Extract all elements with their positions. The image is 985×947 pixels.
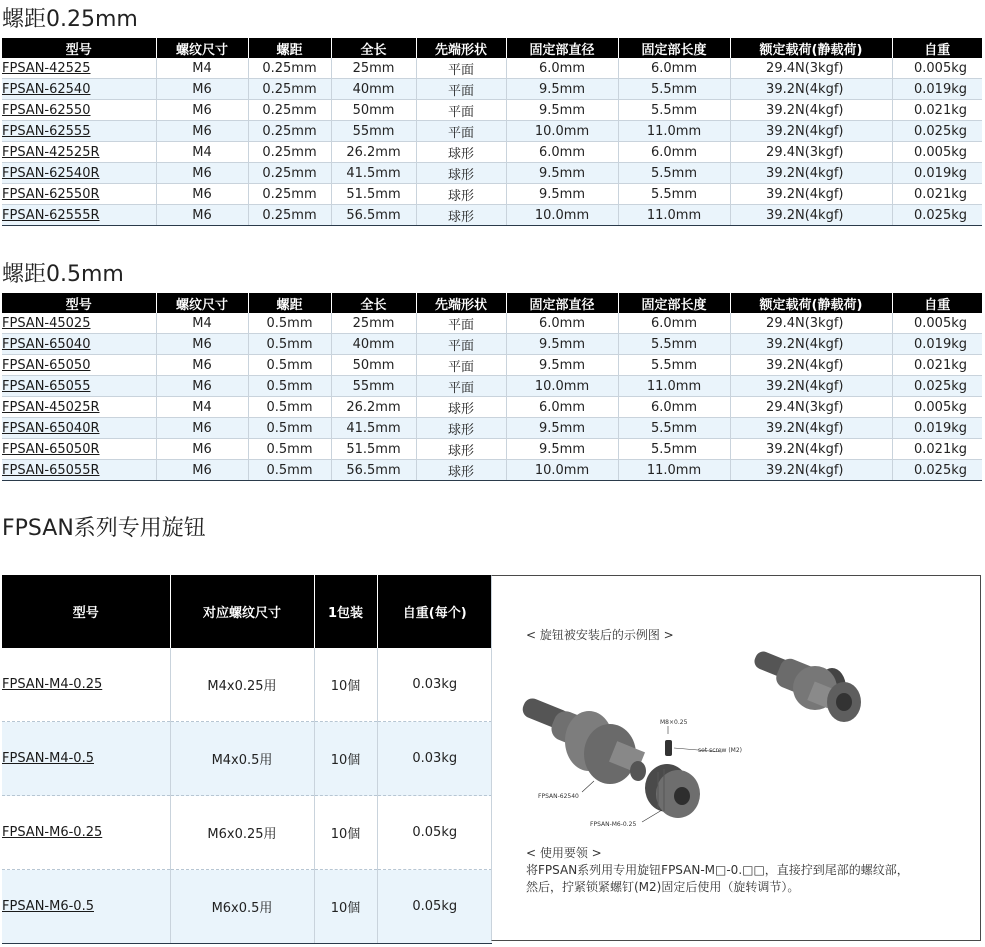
table-cell: 9.5mm xyxy=(506,163,618,184)
table-cell: 40mm xyxy=(331,79,416,100)
table-cell: 10.0mm xyxy=(506,205,618,226)
table-cell: 10.0mm xyxy=(506,460,618,481)
table-cell: 0.019kg xyxy=(892,418,982,439)
table-row xyxy=(2,58,982,79)
table-cell: 0.5mm xyxy=(248,397,331,418)
column-header: 固定部长度 xyxy=(618,38,730,58)
table-cell: 0.25mm xyxy=(248,163,331,184)
spec-table-pitch-025 xyxy=(2,38,982,226)
label-m-thread: M8×0.25 xyxy=(660,719,688,726)
model-cell xyxy=(2,722,170,796)
table-cell: 0.025kg xyxy=(892,205,982,226)
table-cell: 0.25mm xyxy=(248,121,331,142)
table-cell: 0.25mm xyxy=(248,205,331,226)
column-header: 全长 xyxy=(331,38,416,58)
knob-header-row xyxy=(2,575,492,648)
table-cell: 6.0mm xyxy=(506,397,618,418)
table-cell: 0.021kg xyxy=(892,439,982,460)
column-header: 螺纹尺寸 xyxy=(156,293,248,313)
table-cell: M6 xyxy=(156,121,248,142)
table-cell: 10個 xyxy=(314,796,377,870)
table-cell: 0.5mm xyxy=(248,313,331,334)
table-cell: M6 xyxy=(156,79,248,100)
table-cell: M6x0.25用 xyxy=(170,796,314,870)
table-cell: 5.5mm xyxy=(618,355,730,376)
model-link[interactable]: FPSAN-45025R xyxy=(2,399,100,415)
table-cell: 0.05kg xyxy=(377,870,492,944)
section-title-pitch-025: 螺距0.25mm xyxy=(2,7,138,32)
table-row xyxy=(2,376,982,397)
header-row xyxy=(2,38,982,58)
table-row xyxy=(2,397,982,418)
table-cell: M4x0.5用 xyxy=(170,722,314,796)
column-header: 对应螺纹尺寸 xyxy=(170,575,314,648)
column-header: 螺距 xyxy=(248,38,331,58)
table-cell: 10.0mm xyxy=(506,376,618,397)
table-cell: 39.2N(4kgf) xyxy=(730,439,892,460)
table-cell: 39.2N(4kgf) xyxy=(730,121,892,142)
table-cell: 0.5mm xyxy=(248,334,331,355)
table-cell: M4x0.25用 xyxy=(170,648,314,722)
table-cell: 39.2N(4kgf) xyxy=(730,163,892,184)
table-cell: 11.0mm xyxy=(618,121,730,142)
table-cell: 0.021kg xyxy=(892,184,982,205)
model-link[interactable]: FPSAN-42525R xyxy=(2,144,100,160)
column-header: 螺距 xyxy=(248,293,331,313)
table-cell: M6 xyxy=(156,184,248,205)
table-cell: 9.5mm xyxy=(506,418,618,439)
table-cell: 0.5mm xyxy=(248,439,331,460)
table-cell: 6.0mm xyxy=(506,313,618,334)
table-cell: 0.5mm xyxy=(248,418,331,439)
table-row xyxy=(2,313,982,334)
set-screw-image xyxy=(665,740,672,756)
column-header: 固定部直径 xyxy=(506,38,618,58)
table-cell: 球形 xyxy=(416,418,506,439)
model-link[interactable]: FPSAN-65040 xyxy=(2,336,91,352)
table-cell: 9.5mm xyxy=(506,355,618,376)
model-cell xyxy=(2,796,170,870)
table-cell: 0.025kg xyxy=(892,460,982,481)
model-link[interactable]: FPSAN-65050R xyxy=(2,441,100,457)
model-cell xyxy=(2,439,156,460)
model-link[interactable]: FPSAN-62555 xyxy=(2,123,91,139)
table-cell: 51.5mm xyxy=(331,184,416,205)
model-cell xyxy=(2,334,156,355)
table-cell: 0.5mm xyxy=(248,376,331,397)
table-cell: M4 xyxy=(156,313,248,334)
model-link[interactable]: FPSAN-M6-0.5 xyxy=(2,899,94,914)
table-cell: M6 xyxy=(156,376,248,397)
column-header: 螺纹尺寸 xyxy=(156,38,248,58)
model-link[interactable]: FPSAN-M4-0.25 xyxy=(2,677,103,692)
screw-shaft-upper-image xyxy=(752,649,861,722)
table-cell: 39.2N(4kgf) xyxy=(730,100,892,121)
table-row xyxy=(2,334,982,355)
spec-table-pitch-05 xyxy=(2,293,982,481)
knob-image xyxy=(645,764,700,818)
model-cell xyxy=(2,418,156,439)
table-row xyxy=(2,722,492,796)
model-cell xyxy=(2,142,156,163)
table-cell: 39.2N(4kgf) xyxy=(730,79,892,100)
table-cell: M6 xyxy=(156,334,248,355)
column-header: 型号 xyxy=(2,293,156,313)
model-cell xyxy=(2,397,156,418)
model-cell xyxy=(2,121,156,142)
column-header: 1包装 xyxy=(314,575,377,648)
model-link[interactable]: FPSAN-65050 xyxy=(2,357,91,373)
usage-instruction-line-2: 然后，拧紧锁紧螺钉(M2)固定后使用（旋转调节）。 xyxy=(526,880,800,894)
table-row xyxy=(2,163,982,184)
column-header: 额定载荷(静载荷) xyxy=(730,293,892,313)
model-cell xyxy=(2,58,156,79)
model-cell xyxy=(2,376,156,397)
column-header: 先端形状 xyxy=(416,293,506,313)
table-cell: 0.005kg xyxy=(892,397,982,418)
table-cell: 球形 xyxy=(416,184,506,205)
table-row xyxy=(2,648,492,722)
table-cell: 球形 xyxy=(416,460,506,481)
table-cell: 0.005kg xyxy=(892,142,982,163)
table-cell: 0.019kg xyxy=(892,334,982,355)
table-cell: 41.5mm xyxy=(331,418,416,439)
table-cell: 0.25mm xyxy=(248,79,331,100)
table-row xyxy=(2,439,982,460)
table-cell: 10個 xyxy=(314,648,377,722)
model-link[interactable]: FPSAN-62540 xyxy=(2,81,91,97)
table-cell: 29.4N(3kgf) xyxy=(730,397,892,418)
table-cell: 11.0mm xyxy=(618,205,730,226)
model-cell xyxy=(2,163,156,184)
table-cell: 39.2N(4kgf) xyxy=(730,376,892,397)
table-cell: 6.0mm xyxy=(618,142,730,163)
model-link[interactable]: FPSAN-M4-0.5 xyxy=(2,751,94,766)
table-cell: 球形 xyxy=(416,205,506,226)
model-link[interactable]: FPSAN-65055 xyxy=(2,378,91,394)
table-cell: 0.5mm xyxy=(248,355,331,376)
table-row xyxy=(2,100,982,121)
table-cell: 平面 xyxy=(416,355,506,376)
table-cell: 9.5mm xyxy=(506,184,618,205)
model-link[interactable]: FPSAN-M6-0.25 xyxy=(2,825,103,840)
table-cell: 球形 xyxy=(416,397,506,418)
model-cell xyxy=(2,100,156,121)
table-cell: 29.4N(3kgf) xyxy=(730,313,892,334)
model-link[interactable]: FPSAN-62550R xyxy=(2,186,100,202)
table-cell: 5.5mm xyxy=(618,334,730,355)
table-cell: 39.2N(4kgf) xyxy=(730,184,892,205)
table-cell: 10個 xyxy=(314,722,377,796)
table-row xyxy=(2,460,982,481)
model-cell xyxy=(2,205,156,226)
figure-caption: < 旋钮被安装后的示例图 > xyxy=(526,628,674,642)
table-cell: 25mm xyxy=(331,58,416,79)
table-cell: 29.4N(3kgf) xyxy=(730,142,892,163)
column-header: 型号 xyxy=(2,575,170,648)
column-header: 自重 xyxy=(892,293,982,313)
table-cell: 39.2N(4kgf) xyxy=(730,355,892,376)
table-cell: M6 xyxy=(156,205,248,226)
table-cell: 0.5mm xyxy=(248,460,331,481)
table-cell: 平面 xyxy=(416,58,506,79)
table-cell: 6.0mm xyxy=(506,58,618,79)
table-cell: 平面 xyxy=(416,100,506,121)
label-knob-model: FPSAN-M6-0.25 xyxy=(590,821,637,828)
table-cell: M6 xyxy=(156,439,248,460)
model-link[interactable]: FPSAN-65040R xyxy=(2,420,100,436)
section-title-knob: FPSAN系列专用旋钮 xyxy=(2,516,206,541)
table-cell: 9.5mm xyxy=(506,100,618,121)
table-cell: 50mm xyxy=(331,100,416,121)
table-cell: M4 xyxy=(156,58,248,79)
table-cell: 39.2N(4kgf) xyxy=(730,334,892,355)
table-cell: 0.005kg xyxy=(892,313,982,334)
table-cell: 平面 xyxy=(416,376,506,397)
table-cell: M4 xyxy=(156,397,248,418)
screw-shaft-main-image xyxy=(520,696,646,784)
table-cell: 55mm xyxy=(331,376,416,397)
table-cell: 10個 xyxy=(314,870,377,944)
table-cell: 5.5mm xyxy=(618,418,730,439)
model-cell xyxy=(2,313,156,334)
table-cell: 40mm xyxy=(331,334,416,355)
table-cell: 平面 xyxy=(416,313,506,334)
table-cell: 平面 xyxy=(416,79,506,100)
table-cell: 50mm xyxy=(331,355,416,376)
table-cell: 29.4N(3kgf) xyxy=(730,58,892,79)
table-cell: 0.021kg xyxy=(892,355,982,376)
table-cell: 球形 xyxy=(416,163,506,184)
header-row xyxy=(2,293,982,313)
table-cell: M6x0.5用 xyxy=(170,870,314,944)
model-cell xyxy=(2,184,156,205)
table-cell: 10.0mm xyxy=(506,121,618,142)
table-cell: 26.2mm xyxy=(331,142,416,163)
table-cell: 11.0mm xyxy=(618,460,730,481)
model-link[interactable]: FPSAN-42525 xyxy=(2,60,91,76)
column-header: 自重(每个) xyxy=(377,575,492,648)
table-cell: M6 xyxy=(156,100,248,121)
table-row xyxy=(2,796,492,870)
table-cell: M4 xyxy=(156,142,248,163)
table-cell: 39.2N(4kgf) xyxy=(730,460,892,481)
table-cell: 0.25mm xyxy=(248,184,331,205)
table-row xyxy=(2,870,492,944)
table-cell: 0.019kg xyxy=(892,79,982,100)
model-link[interactable]: FPSAN-62550 xyxy=(2,102,91,118)
table-cell: 9.5mm xyxy=(506,334,618,355)
table-cell: 5.5mm xyxy=(618,184,730,205)
table-row xyxy=(2,355,982,376)
table-row xyxy=(2,184,982,205)
table-row xyxy=(2,79,982,100)
column-header: 额定载荷(静载荷) xyxy=(730,38,892,58)
table-cell: 5.5mm xyxy=(618,439,730,460)
column-header: 先端形状 xyxy=(416,38,506,58)
table-cell: 55mm xyxy=(331,121,416,142)
table-cell: 0.005kg xyxy=(892,58,982,79)
model-link[interactable]: FPSAN-45025 xyxy=(2,315,91,331)
table-cell: 0.03kg xyxy=(377,722,492,796)
table-cell: 0.019kg xyxy=(892,163,982,184)
model-cell xyxy=(2,870,170,944)
table-cell: 0.03kg xyxy=(377,648,492,722)
table-cell: 5.5mm xyxy=(618,79,730,100)
table-cell: 39.2N(4kgf) xyxy=(730,205,892,226)
table-cell: 0.025kg xyxy=(892,121,982,142)
label-shaft-model: FPSAN-62540 xyxy=(538,793,579,800)
column-header: 自重 xyxy=(892,38,982,58)
model-cell xyxy=(2,355,156,376)
table-cell: 平面 xyxy=(416,121,506,142)
table-cell: 球形 xyxy=(416,142,506,163)
column-header: 固定部直径 xyxy=(506,293,618,313)
table-cell: 5.5mm xyxy=(618,163,730,184)
knob-table xyxy=(2,575,492,944)
column-header: 全长 xyxy=(331,293,416,313)
table-cell: M6 xyxy=(156,163,248,184)
model-link[interactable]: FPSAN-62555R xyxy=(2,207,100,223)
model-link[interactable]: FPSAN-62540R xyxy=(2,165,100,181)
usage-instruction-line-1: 将FPSAN系列用专用旋钮FPSAN-M□-0.□□，直接拧到尾部的螺纹部， xyxy=(526,863,909,877)
usage-title: < 使用要领 > xyxy=(526,846,602,860)
table-cell: 0.25mm xyxy=(248,142,331,163)
table-cell: 39.2N(4kgf) xyxy=(730,418,892,439)
model-cell xyxy=(2,648,170,722)
table-cell: 0.025kg xyxy=(892,376,982,397)
table-cell: M6 xyxy=(156,418,248,439)
table-row xyxy=(2,121,982,142)
table-row xyxy=(2,418,982,439)
table-cell: 9.5mm xyxy=(506,79,618,100)
table-cell: 0.25mm xyxy=(248,58,331,79)
table-cell: 25mm xyxy=(331,313,416,334)
model-cell xyxy=(2,460,156,481)
table-cell: 0.25mm xyxy=(248,100,331,121)
table-cell: 5.5mm xyxy=(618,100,730,121)
table-cell: 0.05kg xyxy=(377,796,492,870)
table-cell: 56.5mm xyxy=(331,205,416,226)
table-cell: 球形 xyxy=(416,439,506,460)
table-row xyxy=(2,142,982,163)
table-cell: 6.0mm xyxy=(506,142,618,163)
table-cell: 51.5mm xyxy=(331,439,416,460)
table-cell: 26.2mm xyxy=(331,397,416,418)
table-cell: 6.0mm xyxy=(618,397,730,418)
column-header: 型号 xyxy=(2,38,156,58)
table-cell: M6 xyxy=(156,355,248,376)
table-cell: 9.5mm xyxy=(506,439,618,460)
table-cell: 11.0mm xyxy=(618,376,730,397)
table-row xyxy=(2,205,982,226)
column-header: 固定部长度 xyxy=(618,293,730,313)
model-cell xyxy=(2,79,156,100)
table-cell: 6.0mm xyxy=(618,313,730,334)
table-cell: 56.5mm xyxy=(331,460,416,481)
table-cell: 41.5mm xyxy=(331,163,416,184)
label-set-screw: set screw (M2) xyxy=(698,747,743,754)
table-cell: 平面 xyxy=(416,334,506,355)
table-cell: 0.021kg xyxy=(892,100,982,121)
knob-install-figure-panel xyxy=(491,575,981,941)
table-cell: 6.0mm xyxy=(618,58,730,79)
section-title-pitch-05: 螺距0.5mm xyxy=(2,262,124,287)
table-cell: M6 xyxy=(156,460,248,481)
model-link[interactable]: FPSAN-65055R xyxy=(2,462,100,478)
